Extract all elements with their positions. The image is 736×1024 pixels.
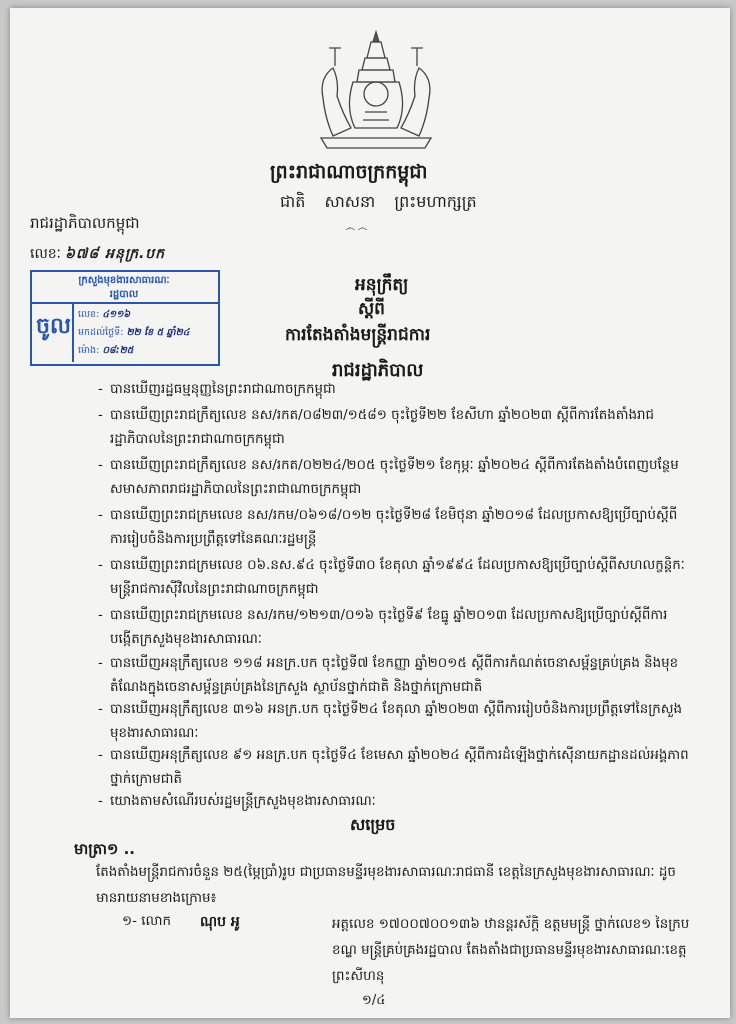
page-number: ១/៤	[362, 993, 386, 1008]
visa-item: - បានឃើញព្រះរាជក្រឹត្យលេខ នស/រកត/០៨២៣/១៥៨១ ចុះថ្ងៃទី២២ ខែសីហា ឆ្នាំ២០២៣ ស្ដីពីការតែងតាំងរាជរដ្ឋាភិបាលនៃព្រះរាជាណាចក្រកម្ពុជា	[98, 408, 655, 447]
appointee-details: អត្តលេខ ១៧០០៧០០១៣៦ ឋានន្តរស័ក្ដិ ឧត្តមមន្ត្រី ថ្នាក់លេខ១ នៃក្របខណ្ឌ មន្ត្រីគ្រប់គ្រងរដ្ឋបាល តែងតាំងជាប្រធានមន្ទីរមុខងារសាធារណៈខេត្តព្រះសីហនុ	[332, 917, 690, 984]
appointee-number: ១- លោក	[122, 914, 171, 929]
stamp-vertical-divider	[72, 304, 74, 362]
stamp-org: ក្រសួងមុខងារសាធារណៈ	[78, 275, 170, 286]
visa-item: - បានឃើញព្រះរាជក្រមលេខ នស/រកម/១២១៣/០១៦ ចុះថ្ងៃទី៩ ខែធ្នូ ឆ្នាំ២០១៣ ដែលប្រកាសឱ្យប្រើច្បាប់ស្ដីពីការបង្កើតក្រសួងមុខងារសាធារណៈ	[98, 608, 668, 647]
visa-item: - បានឃើញអនុក្រឹត្យលេខ ១១៨ អនក្រ.បក ចុះថ្ងៃទី៧ ខែកញ្ញា ឆ្នាំ២០១៥ ស្ដីពីការកំណត់ចេនាសម្ព័ន្ធគ្រប់គ្រង និងមុខតំណែងក្នុងចេនាសម្ព័ន្ធគ្រប់គ្រងនៃក្រសួង ស្ថាប័នថ្នាក់ជាតិ និងថ្នាក់ក្រោមជាតិ	[98, 656, 679, 695]
issuing-authority: រាជរដ្ឋាភិបាលកម្ពុជា	[30, 214, 140, 232]
issuing-body-heading: រាជរដ្ឋាភិបាល	[332, 360, 424, 381]
article-1-text: តែងតាំងមន្ត្រីរាជការចំនួន ២៥(ម្ភៃប្រាំ)រូប ជាប្រធានមន្ទីរមុខងារសាធារណៈរាជធានី ខេត្តនៃក្រសួងមុខងារសាធារណៈ ដូចមានរាយនាមខាងក្រោម៖	[96, 865, 676, 906]
stamp-row-number	[78, 308, 130, 322]
visa-item: - បានឃើញព្រះរាជក្រមលេខ ០៦.នស.៩៤ ចុះថ្ងៃទី៣០ ខែតុលា ឆ្នាំ១៩៩៤ ដែលប្រកាសឱ្យប្រើច្បាប់ស្ដីពីសហលក្ខន្តិកៈមន្ត្រីរាជការស៊ីវិលនៃព្រះរាជាណាចក្រកម្ពុជា	[98, 558, 685, 597]
stamp-header	[36, 274, 212, 302]
stamp-row-date	[78, 326, 190, 340]
visa-item: - យោងតាមសំណើរបស់រដ្ឋមន្ត្រីក្រសួងមុខងារសាធារណៈ	[98, 794, 376, 809]
visa-item: - បានឃើញអនុក្រឹត្យលេខ ៩១ អនក្រ.បក ចុះថ្ងៃទី៤ ខែមេសា ឆ្នាំ២០២៤ ស្ដីពីការដំឡើងថ្នាក់ស៊ើនាយកដ្ឋានដល់អង្គភាពថ្នាក់ក្រោមជាតិ	[98, 748, 689, 787]
stamp-number-value: ៤១១៦	[102, 309, 131, 320]
kingdom-heading: ព្រះរាជាណាចក្រកម្ពុជា	[270, 161, 428, 183]
stamp-time-value: ០៨:២៥	[102, 345, 134, 356]
document-page	[10, 8, 730, 1018]
visa-item: - បានឃើញរដ្ឋធម្មនុញ្ញនៃព្រះរាជាណាចក្រកម្ពុជា	[98, 382, 336, 397]
appointee-name: ណុប អូ	[200, 914, 240, 930]
visa-item: - បានឃើញព្រះរាជក្រឹត្យលេខ នស/រកត/០២២៤/២០៥ ចុះថ្ងៃទី២១ ខែកុម្ភៈ ឆ្នាំ២០២៤ ស្ដីពីការតែងតាំងបំពេញបន្ថែមសមាសភាពរាជរដ្ឋាភិបាលនៃព្រះរាជាណាចក្រកម្ពុជា	[98, 458, 679, 497]
ornamental-divider: ෴෴	[345, 221, 370, 234]
national-motto: ជាតិ សាសនា ព្រះមហាក្សត្រ	[280, 192, 477, 211]
stamp-number-label: លេខ:	[78, 309, 100, 320]
article-1-label: មាត្រា១ ..	[74, 840, 136, 858]
stamp-time-label: ម៉ោង:	[78, 345, 100, 356]
stamp-row-time	[78, 344, 134, 358]
reference-value: ៦៧៨ អនុក្រ.បក	[64, 246, 166, 262]
decision-heading: សម្រេច	[350, 815, 396, 834]
document-type: អនុក្រឹត្យ	[355, 275, 409, 295]
reference-number	[30, 244, 165, 265]
stamp-unit: រដ្ឋបាល	[109, 289, 139, 300]
document-subject: ការតែងតាំងមន្ត្រីរាជការ	[285, 325, 431, 345]
visa-item: - បានឃើញព្រះរាជក្រមលេខ នស/រកម/០៦១៨/០១២ ចុះថ្ងៃទី២៨ ខែមិថុនា ឆ្នាំ២០១៨ ដែលប្រកាសឱ្យប្រើច្បាប់ស្ដីពីការរៀបចំនិងការប្រព្រឹត្តទៅនៃគណៈរដ្ឋមន្ត្រី	[98, 508, 678, 547]
stamp-incoming-label: ចូល	[36, 314, 71, 339]
receipt-stamp	[30, 270, 220, 366]
document-about: ស្ដីពី	[358, 299, 385, 319]
stamp-date-label: មកដល់ថ្ងៃទី:	[78, 327, 124, 338]
visa-item: - បានឃើញអនុក្រឹត្យលេខ ៣១៦ អនក្រ.បក ចុះថ្ងៃទី២៤ ខែតុលា ឆ្នាំ២០២៣ ស្ដីពីការរៀបចំនិងការប្រព្រឹត្តទៅនៃក្រសួងមុខងារសាធារណៈ	[98, 702, 682, 741]
reference-label: លេខៈ	[30, 246, 61, 262]
royal-coat-of-arms-emblem	[315, 28, 437, 153]
stamp-date-value: ២២ ខែ ៥ ឆ្នាំ២៤	[126, 327, 190, 338]
stamp-divider	[32, 302, 218, 304]
